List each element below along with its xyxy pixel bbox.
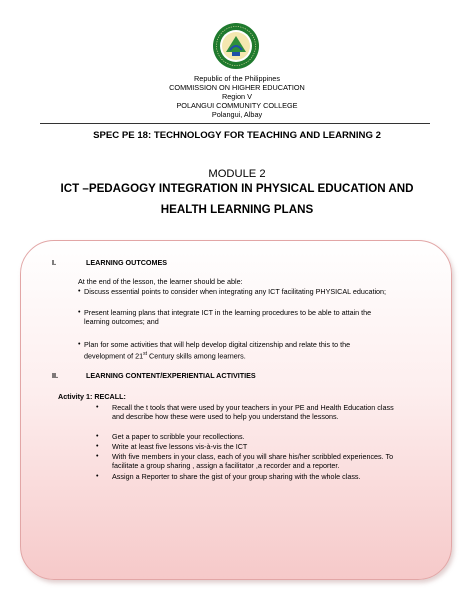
bullet-dot: • bbox=[96, 431, 99, 440]
module-number: MODULE 2 bbox=[208, 168, 266, 180]
bullet-dot: • bbox=[96, 451, 99, 460]
section1-heading: LEARNING OUTCOMES bbox=[86, 258, 168, 267]
outcome-2-line2: learning outcomes; and bbox=[84, 317, 159, 326]
outcome-1: Discuss essential points to consider when integrating any ICT facilitating PHYSICAL education; bbox=[84, 287, 387, 296]
bullet-dot: • bbox=[96, 471, 99, 480]
section2-numeral: II. bbox=[52, 371, 58, 380]
activity-step-1-line2: and describe how these were used to help you understand the lessons. bbox=[112, 412, 339, 421]
bullet-dot: • bbox=[96, 441, 99, 450]
header-line-region: Region V bbox=[221, 92, 253, 101]
bullet-dot: • bbox=[78, 286, 81, 295]
outcome-2-line1: Present learning plans that integrate ICT in the learning procedures to be able to attain the bbox=[84, 308, 372, 317]
module-title-line1: ICT –PEDAGOGY INTEGRATION IN PHYSICAL EDUCATION AND bbox=[60, 182, 414, 195]
activity-step-4-line1: With five members in your class, each of you will share his/her scribbled experiences. To bbox=[112, 452, 394, 461]
section1-numeral: I. bbox=[52, 258, 56, 267]
outcome-3-line1: Plan for some activities that will help develop digital citizenship and relate this to the bbox=[84, 340, 351, 349]
section1-intro: At the end of the lesson, the learner should be able: bbox=[78, 277, 243, 286]
college-seal-logo bbox=[212, 22, 260, 70]
header-line-address: Polangui, Albay bbox=[211, 110, 263, 119]
outcome-3-superscript: st bbox=[143, 351, 148, 357]
activity-step-5: Assign a Reporter to share the gist of your group sharing with the whole class. bbox=[112, 472, 361, 481]
bullet-dot: • bbox=[96, 402, 99, 411]
header-line-college: POLANGUI COMMUNITY COLLEGE bbox=[176, 101, 298, 110]
bullet-dot: • bbox=[78, 307, 81, 316]
header-line-country: Republic of the Philippines bbox=[194, 74, 280, 83]
section2-heading: LEARNING CONTENT/EXPERIENTIAL ACTIVITIES bbox=[86, 371, 256, 380]
bullet-dot: • bbox=[78, 339, 81, 348]
activity-step-3: Write at least five lessons vis-à-vis the ICT bbox=[112, 442, 248, 451]
outcome-3-text-a: development of 21 bbox=[84, 351, 144, 361]
activity-label: Activity 1: RECALL: bbox=[58, 392, 126, 401]
activity-step-1-line1: Recall the t tools that were used by your teachers in your PE and Health Education class bbox=[112, 403, 394, 412]
outcome-3-line2 bbox=[84, 350, 246, 360]
outcome-3-text-b: Century skills among learners. bbox=[147, 351, 246, 361]
activity-step-4-line2: facilitate a group sharing , assign a facilitator ,a recorder and a reporter. bbox=[112, 461, 340, 470]
header-divider bbox=[40, 123, 430, 124]
module-title-line2: HEALTH LEARNING PLANS bbox=[160, 203, 314, 216]
activity-step-2: Get a paper to scribble your recollections. bbox=[112, 432, 245, 441]
course-title: SPEC PE 18: TECHNOLOGY FOR TEACHING AND LEARNING 2 bbox=[93, 130, 381, 141]
header-line-ched: COMMISSION ON HIGHER EDUCATION bbox=[169, 83, 305, 92]
